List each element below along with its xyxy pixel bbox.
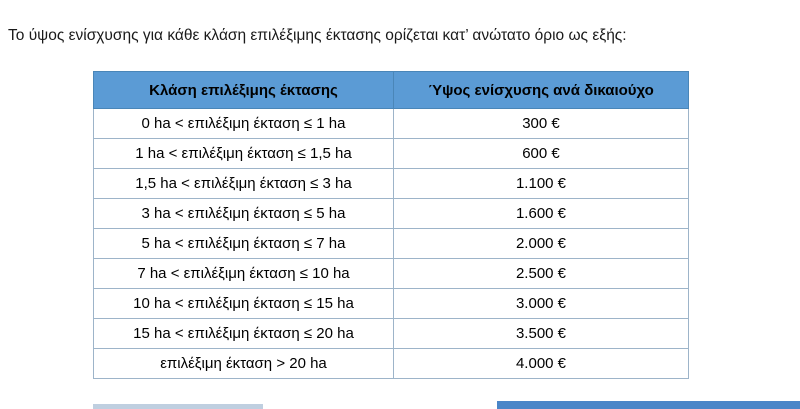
cell-area-class: 7 ha < επιλέξιμη έκταση ≤ 10 ha: [94, 259, 394, 289]
cell-area-class: επιλέξιμη έκταση > 20 ha: [94, 349, 394, 379]
table-body: [94, 109, 689, 379]
cell-aid-amount: 2.000 €: [394, 229, 689, 259]
table-header: [94, 72, 689, 109]
page-edge-artifact-right: [497, 401, 800, 409]
cell-aid-amount: 2.500 €: [394, 259, 689, 289]
cell-aid-amount: 3.500 €: [394, 319, 689, 349]
table-row: [94, 139, 689, 169]
cell-area-class: 3 ha < επιλέξιμη έκταση ≤ 5 ha: [94, 199, 394, 229]
cell-area-class: 0 ha < επιλέξιμη έκταση ≤ 1 ha: [94, 109, 394, 139]
cell-area-class: 5 ha < επιλέξιμη έκταση ≤ 7 ha: [94, 229, 394, 259]
cell-aid-amount: 1.600 €: [394, 199, 689, 229]
cell-aid-amount: 3.000 €: [394, 289, 689, 319]
page-edge-artifact-left: [93, 404, 263, 409]
cell-area-class: 1,5 ha < επιλέξιμη έκταση ≤ 3 ha: [94, 169, 394, 199]
table-header-row: [94, 72, 689, 109]
table-row: [94, 169, 689, 199]
cell-area-class: 1 ha < επιλέξιμη έκταση ≤ 1,5 ha: [94, 139, 394, 169]
table-row: [94, 319, 689, 349]
cell-area-class: 10 ha < επιλέξιμη έκταση ≤ 15 ha: [94, 289, 394, 319]
cell-area-class: 15 ha < επιλέξιμη έκταση ≤ 20 ha: [94, 319, 394, 349]
aid-table-container: [93, 71, 689, 379]
column-header-area-class: Κλάση επιλέξιμης έκτασης: [94, 72, 394, 109]
cell-aid-amount: 300 €: [394, 109, 689, 139]
intro-paragraph: Το ύψος ενίσχυσης για κάθε κλάση επιλέξιμης έκτασης ορίζεται κατ’ ανώτατο όριο ως εξής:: [8, 26, 627, 44]
cell-aid-amount: 4.000 €: [394, 349, 689, 379]
aid-amounts-table: [93, 71, 689, 379]
cell-aid-amount: 1.100 €: [394, 169, 689, 199]
table-row: [94, 109, 689, 139]
table-row: [94, 349, 689, 379]
table-row: [94, 199, 689, 229]
table-row: [94, 259, 689, 289]
cell-aid-amount: 600 €: [394, 139, 689, 169]
table-row: [94, 289, 689, 319]
table-row: [94, 229, 689, 259]
column-header-aid-amount: Ύψος ενίσχυσης ανά δικαιούχο: [394, 72, 689, 109]
